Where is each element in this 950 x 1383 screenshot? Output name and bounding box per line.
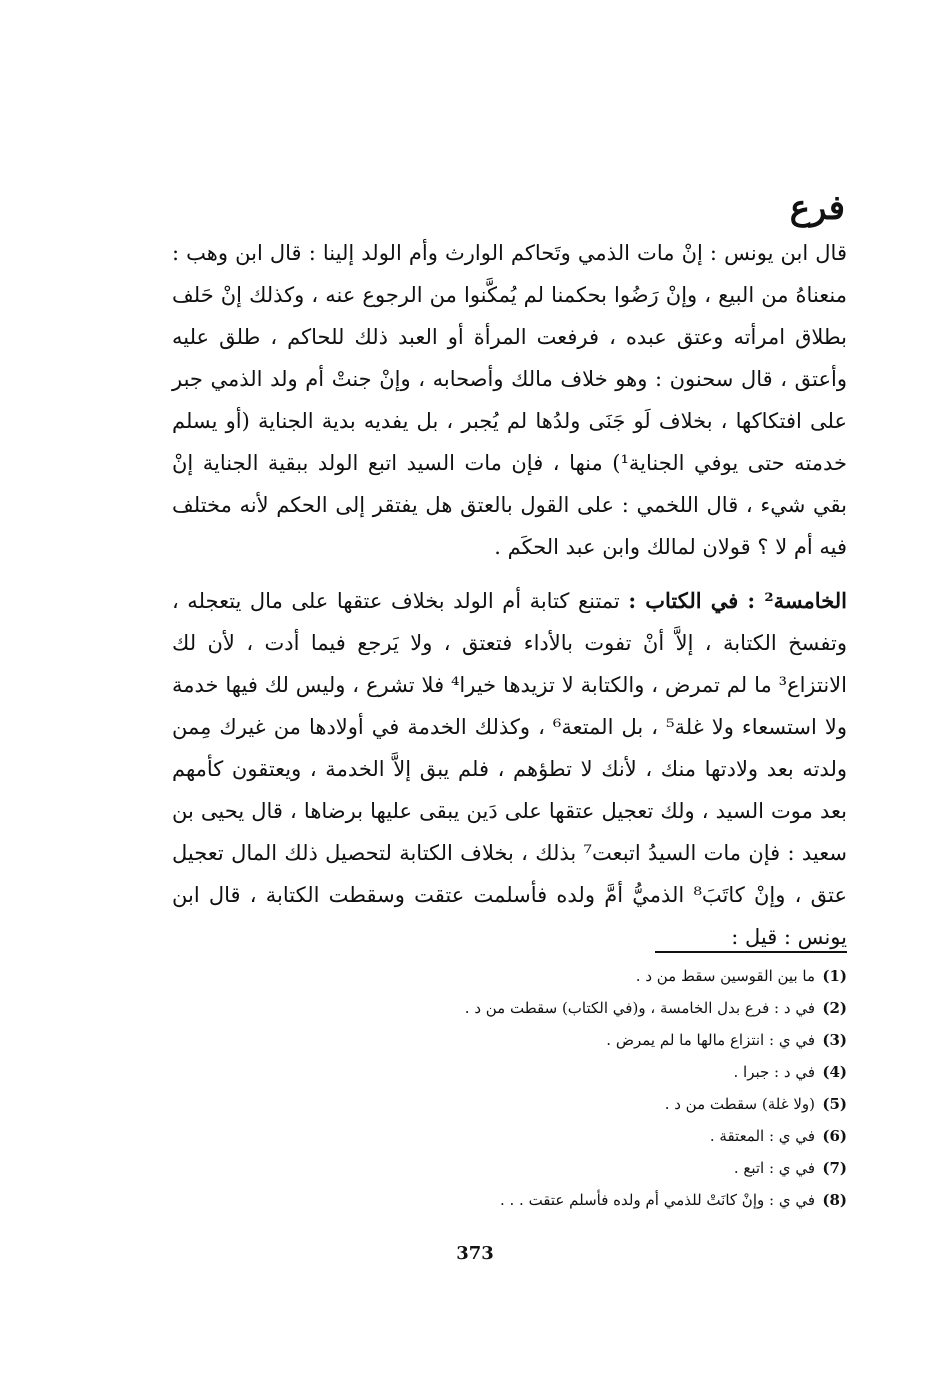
footnote-item [247,1152,847,1184]
footnote-item [247,1088,847,1120]
footnote-text: في د : فرع بدل الخامسة ، و(في الكتاب) سقطت من د . [464,999,815,1017]
footnote-number: (7) [822,1159,847,1177]
footnote-number: (3) [822,1031,847,1049]
footnote-item [247,960,847,992]
footnote-text: في ي : المعتقة . [709,1127,815,1145]
footnote-text: في ي : انتزاع مالها ما لم يمرض . [606,1031,815,1049]
footnote-number: (6) [822,1127,847,1145]
footnote-text: في ي : وإنْ كانَتْ للذمي أم ولده فأسلم عتقت . . . [499,1191,815,1209]
footnote-text: ما بين القوسين سقط من د . [635,967,815,985]
paragraph-2-text: تمتنع كتابة أم الولد بخلاف عتقها على مال يتعجله ، وتفسخ الكتابة ، إلاَّ أنْ تفوت بالأداء فتعتق ، ولا يَرجع فيما أدت ، لأن لك الانتزاع³ ما لم تمرض ، والكتابة لا تزيدها خيرا⁴ فلا تشرع ، وليس لك فيها خدمة ولا استسعاء ولا غلة⁵ ، بل المتعة⁶ ، وكذلك الخدمة في أولادها من غيرك مِمن ولدته بعد ولادتها منك ، لأنك لا تطؤهم ، فلم يبق إلاَّ الخدمة ، ويعتقون كأمهم بعد موت السيد ، ولك تعجيل عتقها على دَين يبقى عليها برضاها ، قال يحيى بن سعيد : فإن مات السيدُ اتبعت⁷ بذلك ، بخلاف الكتابة لتحصيل ذلك المال تعجيل عتق ، وإنْ كاتَبَ⁸ الذميُّ أمَّ ولده فأسلمت عتقت وسقطت الكتابة ، قال ابن يونس : قيل : [172,589,847,949]
footnote-item [247,1056,847,1088]
main-text [172,232,847,958]
section-heading: فرع [789,188,845,228]
footnote-divider [655,951,847,953]
footnote-number: (5) [822,1095,847,1113]
footnote-item [247,992,847,1024]
footnote-number: (8) [822,1191,847,1209]
paragraph-1: قال ابن يونس : إنْ مات الذمي وتَحاكم الوارث وأم الولد إلينا : قال ابن وهب : منعناهُ من البيع ، وإنْ رَضُوا بحكمنا لم يُمكَّنوا من الرجوع عنه ، وكذلك إنْ حَلف بطلاق امرأته وعتق عبده ، فرفعت المرأة أو العبد ذلك للحاكم ، طلق عليه وأعتق ، قال سحنون : وهو خلاف مالك وأصحابه ، وإنْ جنتْ أم ولد الذمي جبر على افتكاكها ، بخلاف لَو جَنَى ولدُها لم يُجبر ، بل يفديه بدية الجناية (أو يسلم خدمته حتى يوفي الجناية¹) منها ، فإن مات السيد اتبع الولد ببقية الجناية إنْ بقي شيء ، قال اللخمي : على القول بالعتق هل يفتقر إلى الحكم لأنه مختلف فيه أم لا ؟ قولان لمالك وابن عبد الحكَم . [172,241,847,559]
paragraph-2 [172,580,847,958]
footnote-item [247,1184,847,1216]
footnote-text: (ولا غلة) سقطت من د . [664,1095,815,1113]
page-number: 373 [456,1243,494,1264]
footnote-text: في ي : اتبع . [733,1159,815,1177]
footnote-item [247,1024,847,1056]
paragraph-2-label: الخامسة² : في الكتاب : [628,588,847,613]
footnote-item [247,1120,847,1152]
footnote-number: (4) [822,1063,847,1081]
footnote-text: في د : جبرا . [733,1063,815,1081]
footnotes [247,960,847,1216]
footnote-number: (2) [822,999,847,1017]
footnote-number: (1) [822,967,847,985]
